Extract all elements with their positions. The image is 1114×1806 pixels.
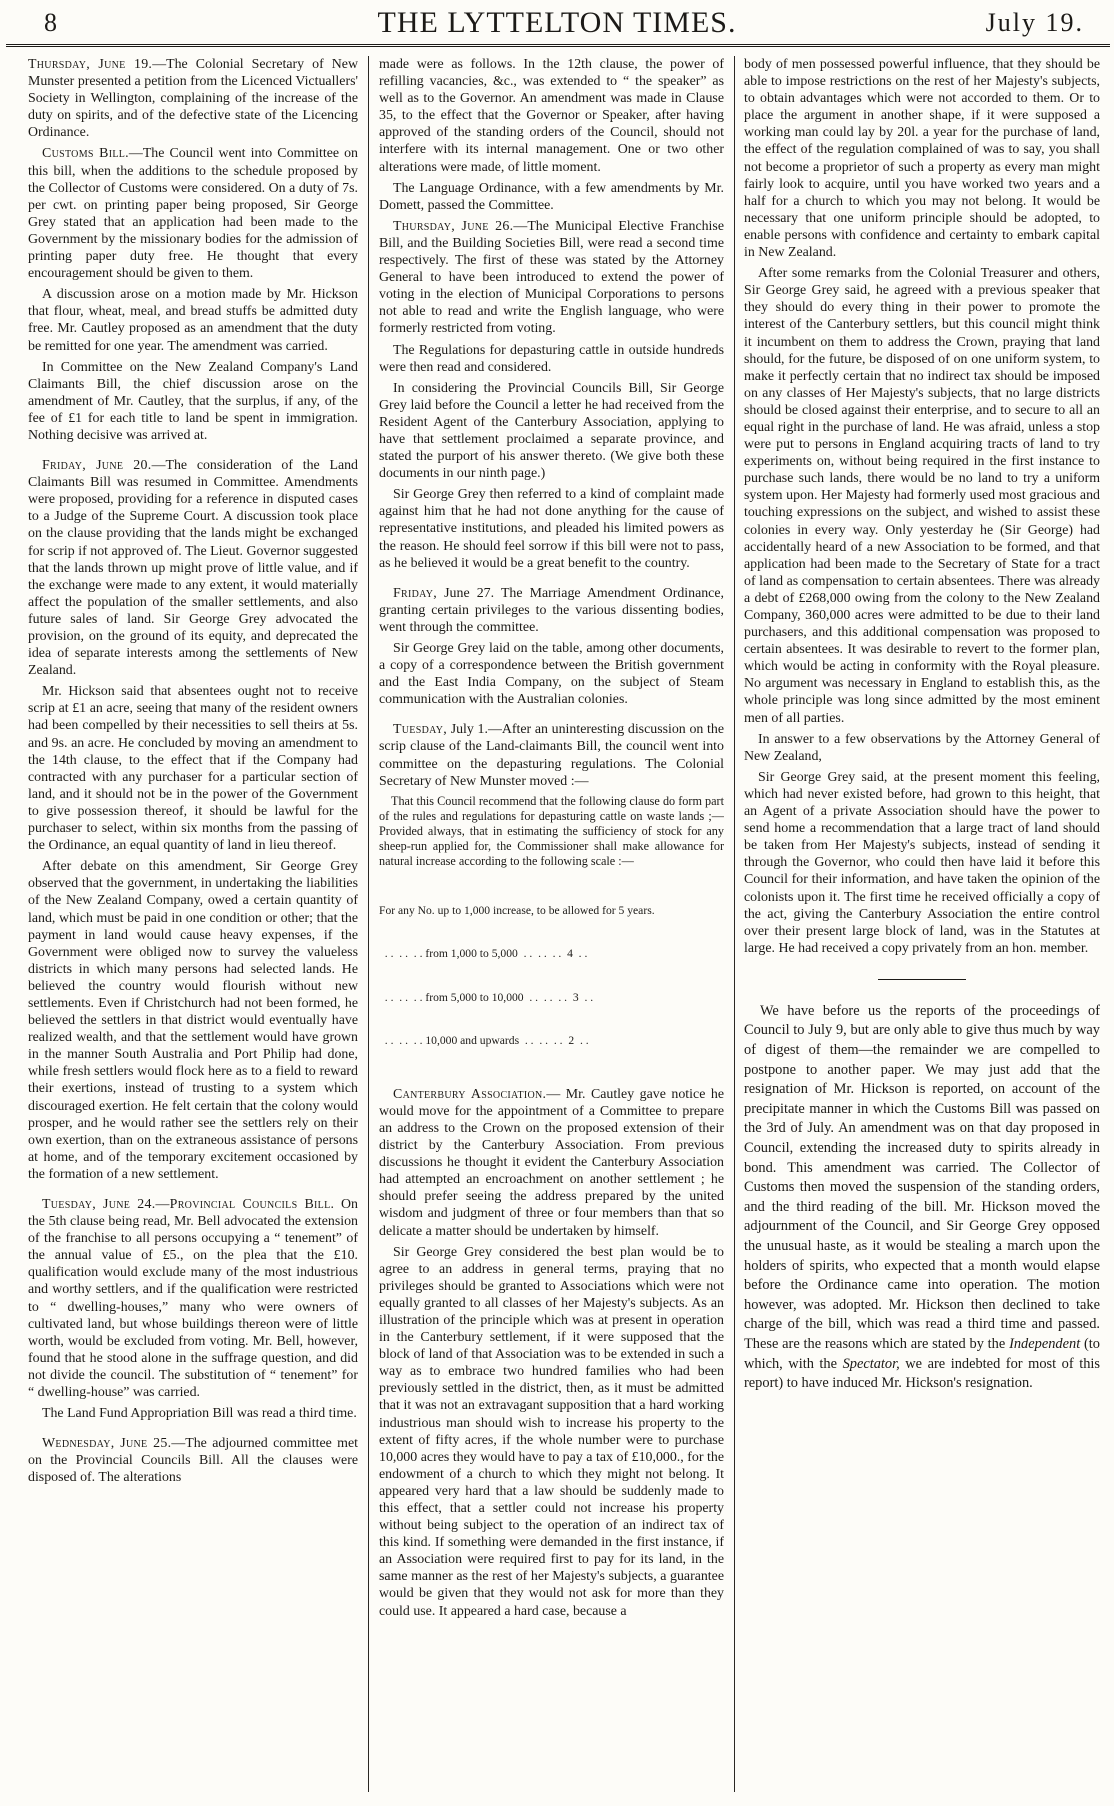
scale-row: . . . . . . 10,000 and upwards . . . . . . 2 . . [379,1034,589,1048]
scale-row: For any No. up to 1,000 increase, to be allowed for 5 years. [379,903,655,917]
paragraph: body of men possessed powerful influence, that they should be able to impose restrictions on the rest of her Majesty's subjects, to obtain advantages which were not accorded to them. Or to place the argument in another shape, if it were supposed a working man could lay by 20l. a year for the purchase of land, the effect of the regulation complained of was to say, you shall not become a proprietor of such a property as every man might fairly look to acquire, until you have worked two years and a half for a church to which you may not belong. It would be necessary that one uniform principle should be adopted, to enable persons with confidence and certainty to embark capital in New Zealand. [744,57,1100,261]
increase-scale-table [379,875,724,1078]
newspaper-name: Spectator, [842,1355,900,1372]
paragraph [28,1196,358,1401]
issue-date: July 19. [985,8,1084,37]
paragraph [28,56,358,141]
dateline: Friday, June 20. [42,458,152,474]
paragraph-text: —The Municipal Elective Franchise Bill, and the Building Societies Bill, were read a second time respectively. The first of these was stated by the Attorney General to have been introduced to extend the power of voting in the election of Municipal Corporations to persons not able to read and write the English language, who were formerly restricted from voting. [379,218,724,337]
paragraph: The Language Ordinance, with a few amendments by Mr. Domett, passed the Committee. [379,180,724,213]
paragraph-text: June 27. The Marriage Amendment Ordinance, granting certain privileges to the various dissenting bodies, went through the committee. [379,585,724,635]
paragraph [379,1086,724,1240]
dateline: Thursday, June 19. [28,57,153,72]
dateline: Thursday, June 26. [393,218,514,234]
paragraph [379,218,724,338]
paragraph: The Land Fund Appropriation Bill was read a third time. [42,1406,357,1422]
paragraph: A discussion arose on a motion made by Mr. Hickson that flour, wheat, meal, and bread stuffs be admitted duty free. Mr. Cautley proposed as an amendment that the duty be remitted for one year. The amendment was carried. [28,287,358,354]
paragraph: In considering the Provincial Councils Bill, Sir George Grey laid before the Council a letter he had received from the Resident Agent of the Canterbury Association, applying to have that settlement proclaimed a separate province, and stated the purport of his answer thereto. (We give both these documents in our ninth page.) [379,380,724,482]
paragraph: made were as follows. In the 12th clause, the power of refilling vacancies, &c., was extended to “ the speaker” as well as to the Governor. An amendment was made in Clause 35, to the effect that the Governor or Speaker, after having approved of the standing orders of the Council, should not interfere with its internal management. One or two other alterations were made, of little moment. [379,57,724,175]
column-1 [28,56,358,1796]
paragraph: Sir George Grey said, at the present moment this feeling, which had never existed before, had grown to this height, that an Agent of a private Association should have the power to send home a recommendation that a large tract of land should be taken from Her Majesty's subjects, instead of sending it through the Governor, who could then have laid it before this Council for their information, and have taken the opinion of the colonists upon it. The first time he received officially a copy of the act, giving the Canterbury Association the entire control over their present large block of land, was in the Statutes at large. He had received a copy privately from an hon. member. [744,769,1100,956]
paragraph-text: On the 5th clause being read, Mr. Bell advocated the extension of the franchise to all persons occupying a “ tenement” of the annual value of £5., on the plea that the £10. qualification would exclude many of the most industrious and worthy settlers, and if the qualification were restricted to “ dwelling-houses,” many who were owners of cultivated land, but whose buildings thereon were of little worth, would be excluded from voting. Mr. Bell, however, found that he stood alone in the suffrage question, and did not divide the council. The substitution of “ tenement” for “ dwelling-house” was carried. [28,1197,358,1401]
quote-text: That this Council recommend that the following clause do form part of the rules and regulations for depasturing cattle on waste lands ;—Provided always, that in estimating the sufficiency of stock for any sheep-run applied for, the Commissioner shall make allowance for natural increase according to the following scale :— [379,793,724,868]
newspaper-name: Independent [1009,1335,1081,1352]
paragraph-text: July 1.—After an uninteresting discussion on the scrip clause of the Land-claimants Bill, the council went into committee on the depasturing regulations. The Colonial Secretary of New Munster moved :— [379,722,724,789]
paragraph: In Committee on the New Zealand Company's Land Claimants Bill, the chief discussion arose on the amendment of Mr. Cautley, that the surplus, if any, of the fee of £1 for each title to land be spent in immigration. Nothing decisive was arrived at. [28,359,358,443]
paragraph: After debate on this amendment, Sir George Grey observed that the government, in undertaking the liabilities of the New Zealand Company, owed a certain quantity of land, which must be paid in one condition or other; that the payment in land would cause heavy expenses, if the Government were obliged now to survey the valueless districts in which many persons had selected lands. He believed the country would flourish without new settlements. Even if Christchurch had not been formed, he believed the settlers in that district would eventually have realized wealth, and that the settlement would have grown in the manner South Australia and Port Philip had done, while fresh settlers would flock here as to a field to reward their exertions, instead of trusting to a system which discouraged exertion. He felt certain that the colony would prosper, and he would rather see the settlers rely on their own exertion, than on the extraneous assistance of persons at home, and of the temporary excitement occasioned by the formation of a new settlement. [28,859,358,1182]
scale-row: . . . . . . from 5,000 to 10,000 . . . . . . 3 . . [379,990,594,1004]
dateline: Friday, [393,585,438,601]
paragraph: In answer to a few observations by the Attorney General of New Zealand, [744,731,1100,764]
scale-row: . . . . . . from 1,000 to 5,000 . . . . . . 4 . . [379,947,588,961]
quoted-resolution [379,794,724,869]
paragraph-text: —The Colonial Secretary of New Munster presented a petition from the Licenced Victuallers' Society in Wellington, complaining of the increase of the duty on spirits, and of the defective state of the Licencing Ordinance. [28,57,358,141]
paragraph-text: we are indebted for most of this report) to have induced Mr. Hickson's resignation. [744,1355,1100,1392]
paragraph [28,145,358,282]
dateline: Tuesday, June 24.—Provincial Councils Bill. [42,1197,335,1212]
paragraph [28,457,358,679]
column-divider [734,56,735,1792]
paragraph-text: — Mr. Cautley gave notice he would move for the appointment of a Committee to prepare an address to the Crown on the proposed extension of their district by the Canterbury Association. From previous discussions he thought it evident the Canterbury Association had attempted an encroachment on another settlement ; he should prefer seeing the address prepared by the united wisdom and judgment of three or four members than that so delicate a matter should be undertaken by himself. [379,1086,724,1239]
paragraph: Sir George Grey considered the best plan would be to agree to an address in general terms, praying that no privileges should be granted to Associations which were not equally granted to all classes of her Majesty's subjects. As an illustration of the principle which was at present in operation in the Canterbury settlement, if it were supposed that the block of land of that Association was to be extended in such a way as to embrace two hundred families who had been previously settled in the district, then, as it must be admitted that it was not an extravagant supposition that a hard working industrious man should wish to increase his property to the extent of fifty acres, if the whole number were to purchase 10,000 acres they would have to pay a tax of £10,000., for the endowment of a church to which they might not belong. It appeared very hard that a law should be suddenly made to this effect, that a settler could not increase his property without being subject to the operation of an indirect tax of this kind. If something were demanded in the first instance, if an Association were required first to pay for its land, in the same manner as the rest of her Majesty's subjects, a guarantee would be given that they would not ask for more than they could use. It appeared a hard case, because a [379,1244,724,1619]
paragraph [379,585,724,636]
paragraph-text: —The consideration of the Land Claimants Bill was resumed in Committee. Amendments were proposed, providing for a reference in disputed cases to a Judge of the Supreme Court. A discussion took place on the clause providing that the lands might be exchanged for scrip if not approved of. The Lieut. Governor suggested that the lands thrown up might prove of little value, and if the exchange were made to any extent, it would materially affect the population of the smaller settlements, and also future sales of land. Sir George Grey advocated the provision, on the ground of its equity, and deprecated the idea of separate interests among the settlements of New Zealand. [28,458,358,679]
paragraph [28,1435,358,1486]
paragraph: Mr. Hickson said that absentees ought not to receive scrip at £1 an acre, seeing that many of the resident owners had been compelled by their necessities to sell theirs at 5s. and 9s. an acre. He concluded by moving an amendment to the 14th clause, to the effect that if the Company had contracted with any purchaser for a particular section of land, and it should not be in the power of the Government to give possession thereof, it should be lawful for the purchaser to select, within six months from the passing of the Ordinance, an equal quantity of land in lieu thereof. [28,684,358,854]
column-2 [379,56,724,1796]
section-separator [878,979,966,980]
page-number: 8 [44,8,57,37]
column-divider [368,56,369,1792]
paragraph-text: —The Council went into Committee on this bill, when the additions to the schedule proposed by the Collector of Customs were considered. On a duty of 7s. per cwt. on printing paper being proposed, Sir George Grey stated that an application had been made to the Government by the missionary bodies for the admission of printing paper duty free. He thought that every encouragement should be given to them. [28,146,358,282]
dateline: Tuesday, [393,722,447,738]
section-heading: Canterbury Association. [393,1086,547,1102]
paragraph-text: We have before us the reports of the proceedings of Council to July 9, but are only able to give thus much by way of digest of them—the remainder we are compelled to postpone to another paper. We may just add that the resignation of Mr. Hickson is reported, on account of the precipitate manner in which the Customs Bill was passed on the 3rd of July. An amendment was on that day proposed in Council, extending the increased duty to spirits already in bond. This amendment was carried. The Collector of Customs then moved the suspension of the standing orders, and the third reading of the bill. Mr. Hickson moved the adjournment of the Council, and Sir George Grey opposed the unusual haste, as it would be stealing a march upon the holders of spirits, who expected that a month would elapse before the Ordinance came into operation. The motion however, was adopted. Mr. Hickson then declined to take charge of the bill, which was read a third time and passed. These are the reasons which are stated by the [744,1002,1100,1352]
section-heading: Customs Bill. [42,146,129,162]
masthead-rule [6,44,1110,47]
column-3 [744,56,1100,1796]
paragraph [379,721,724,789]
dateline: Wednesday, June 25. [42,1436,172,1452]
paragraph [744,1002,1100,1394]
editorial-note [744,1002,1100,1394]
masthead [0,0,1114,44]
paragraph-text: —The adjourned committee met on the Provincial Councils Bill. All the clauses were disposed of. The alterations [28,1436,358,1486]
paragraph-text: (to which, with the [744,1335,1100,1372]
paragraph: After some remarks from the Colonial Treasurer and others, Sir George Grey said, he agreed with a previous speaker that they should do every thing in their power to promote the interest of the Canterbury settlers, but this council might think it incumbent on them to address the Crown, praying that land should, for the future, be disposed of on one uniform system, to make it perfectly certain that no indirect tax should be imposed on any classes of Her Majesty's subjects, that no large districts should be closed against their enterprise, and to secure to all an equal right in the purchase of land. He was afraid, unless a stop were put to persons in England acquiring tracts of land to try experiments on, without being required in the first instance to purchase such lands, there would be no land to try a uniform system upon. Her Majesty had formerly used most gracious and touching expressions on the subject, and wished to assist these colonies in every way. Only yesterday he (Sir George) had accidentally heard of a new Association to be formed, and that application had been made to the Secretary of State for a tract of land as compensation to certain absentees. There was already a debt of £268,000 owing from the colony to the New Zealand Company, 360,000 acres were admitted to be due to their land purchasers, and this additional compensation was proposed to certain absentees. It was desirable to revert to the former plan, which would be acting in conformity with the Royal pleasure. No argument was necessary in England to establish this, as the whole principle was long since admitted by the most eminent men of all parties. [744,266,1100,726]
newspaper-title: THE LYTTELTON TIMES. [377,6,737,39]
paragraph: Sir George Grey then referred to a kind of complaint made against him that he had not done anything for the cause of representative institutions, and pleaded his limited powers as the reason. He should feel sorrow if this bill were not to pass, as he believed it would be a great benefit to the country. [379,487,724,571]
paragraph: The Regulations for depasturing cattle in outside hundreds were then read and considered. [379,342,724,375]
paragraph: Sir George Grey laid on the table, among other documents, a copy of a correspondence between the British government and the East India Company, on the subject of Steam communication with the Australian colonies. [379,641,724,708]
